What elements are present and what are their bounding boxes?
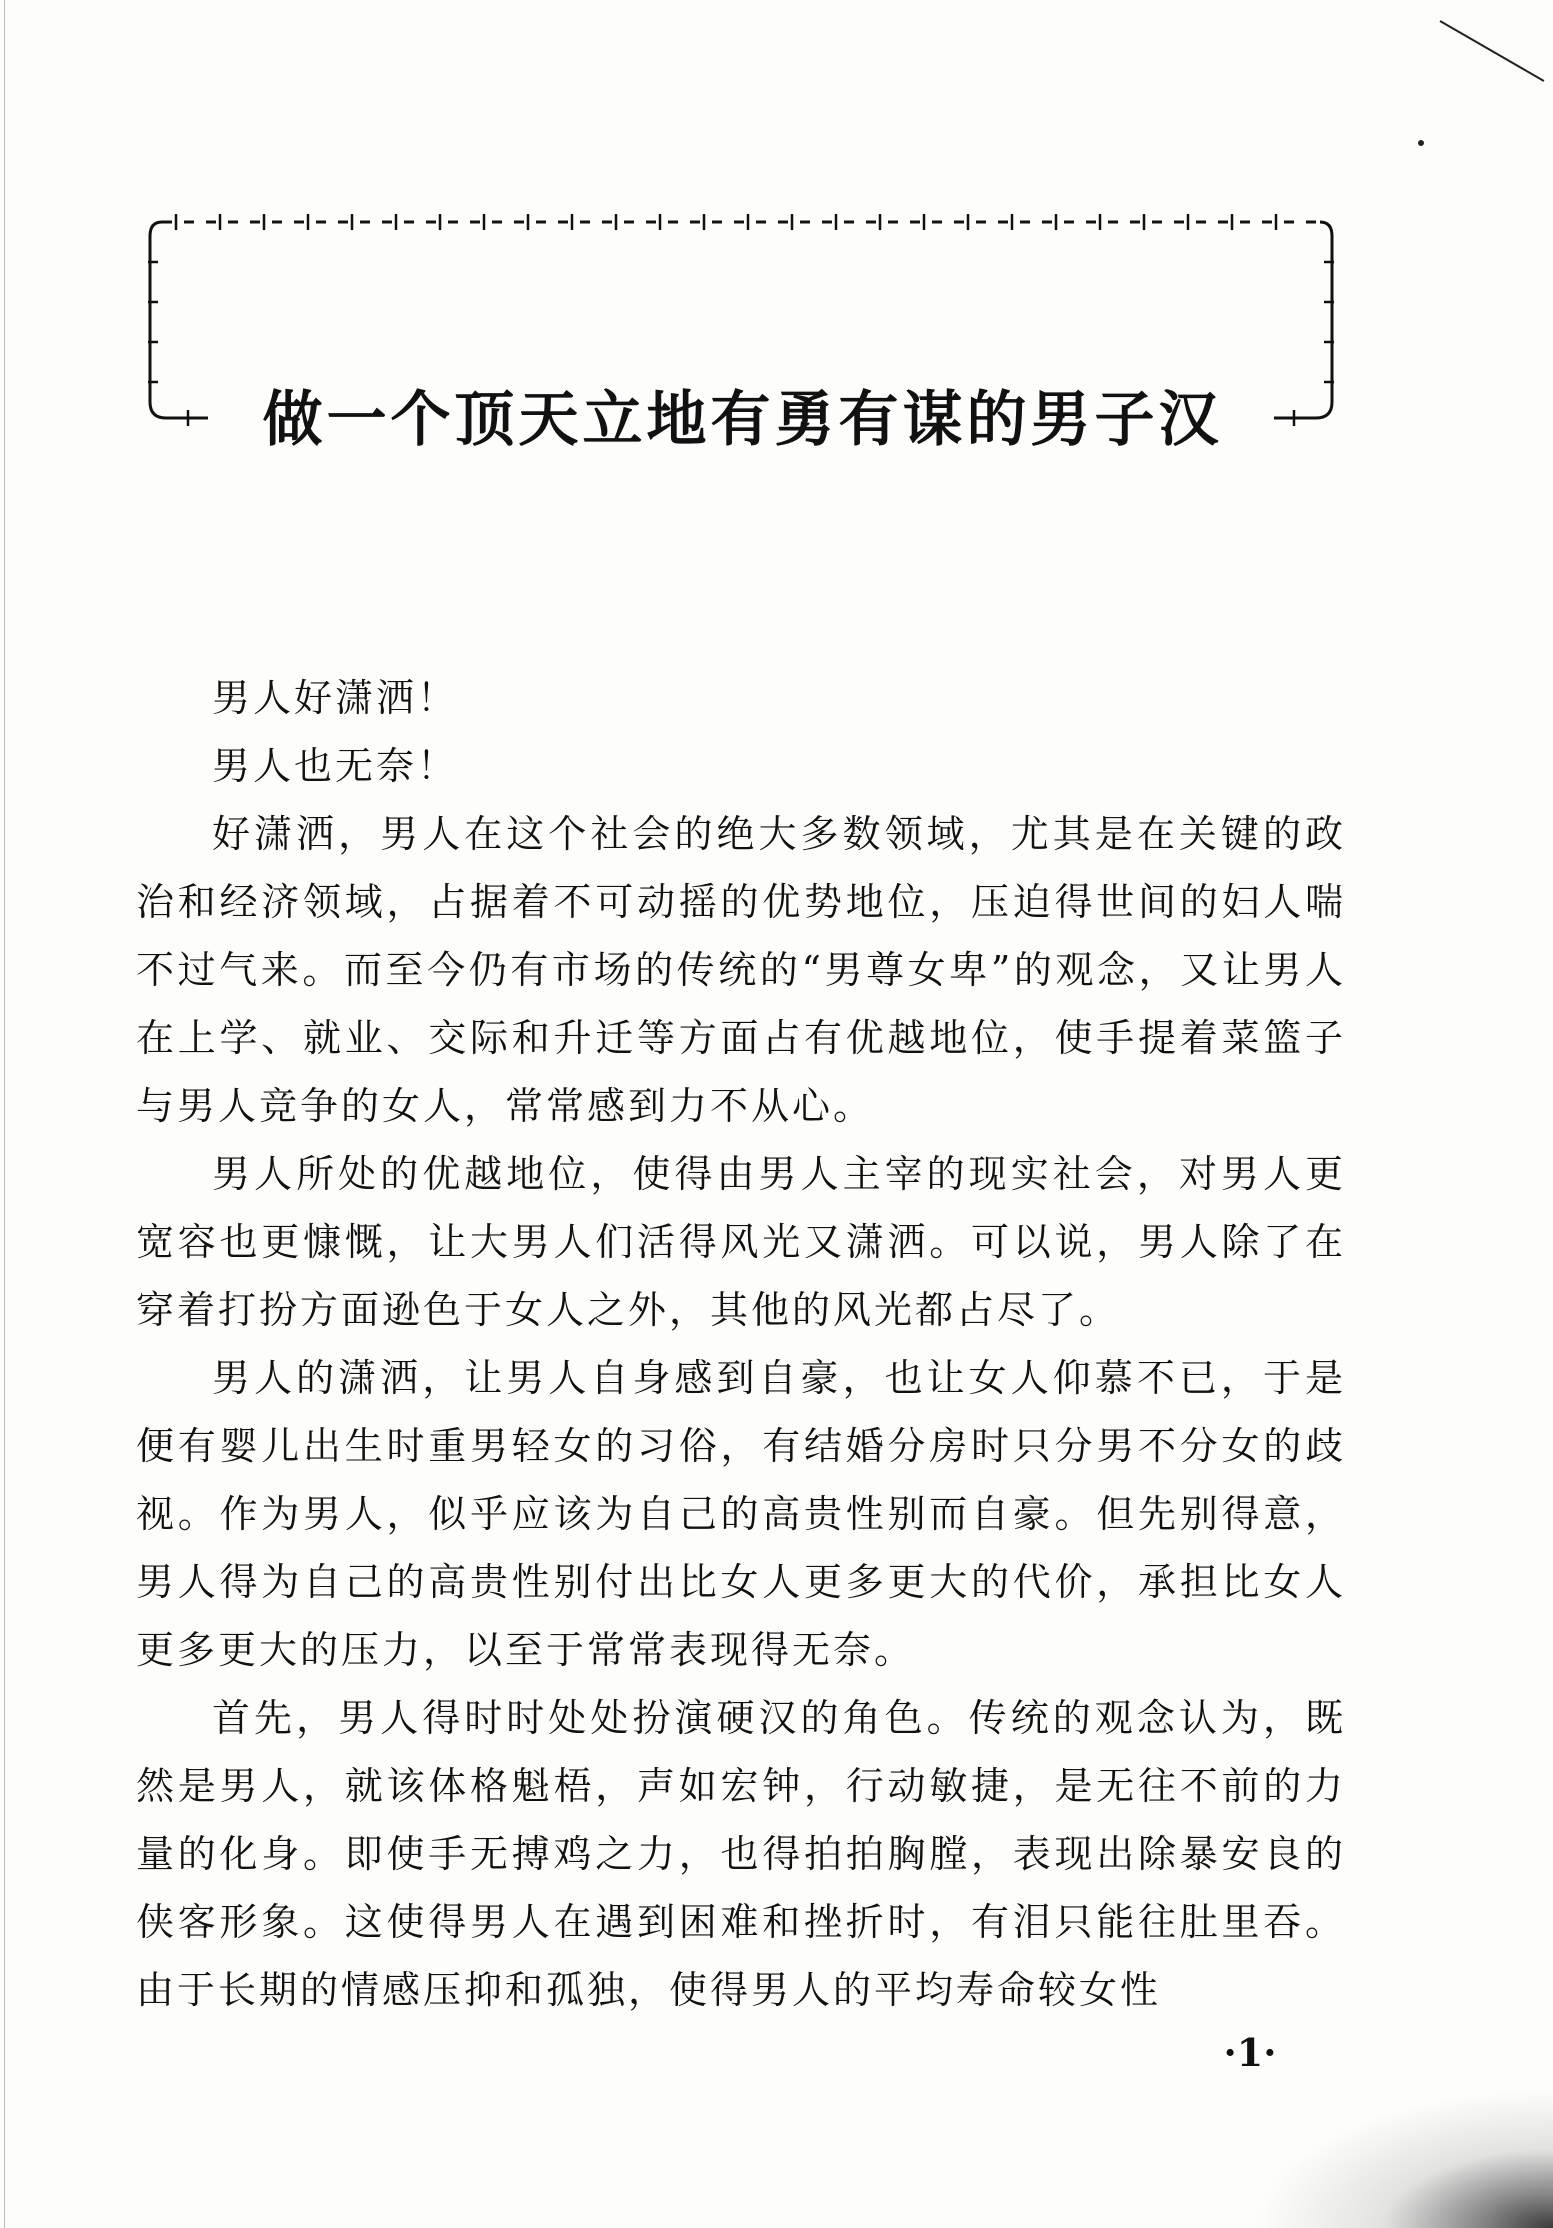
paragraph: 男人所处的优越地位，使得由男人主宰的现实社会，对男人更宽容也更慷慨，让大男人们活得风光又潇洒。可以说，男人除了在穿着打扮方面逊色于女人之外，其他的风光都占尽了。 (136, 1152, 1346, 1332)
page-fold-line (1440, 20, 1545, 82)
scan-speck (1418, 140, 1424, 146)
scan-corner-shadow (1253, 2088, 1553, 2228)
chapter-title: 做一个顶天立地有勇有谋的男子汉 (262, 385, 1223, 455)
paragraph: 男人好潇洒！ (212, 676, 459, 720)
paragraph: 男人的潇洒，让男人自身感到自豪，也让女人仰慕不已，于是便有婴儿出生时重男轻女的习俗，有结婚分房时只分男不分女的歧视。作为男人，似乎应该为自己的高贵性别而自豪。但先别得意，男人得为自己的高贵性别付出比女人更多更大的代价，承担比女人更多更大的压力，以至于常常表现得无奈。 (136, 1356, 1346, 1672)
scan-edge-line (4, 0, 5, 2228)
paragraph: 男人也无奈！ (212, 744, 459, 788)
paragraph: 好潇洒，男人在这个社会的绝大多数领域，尤其是在关键的政治和经济领域，占据着不可动摇的优势地位，压迫得世间的妇人喘不过气来。而至今仍有市场的传统的“男尊女卑”的观念，又让男人在上学、就业、交际和升迁等方面占有优越地位，使手提着菜篮子与男人竞争的女人，常常感到力不从心。 (136, 812, 1346, 1128)
paragraph: 首先，男人得时时处处扮演硬汉的角色。传统的观念认为，既然是男人，就该体格魁梧，声如宏钟，行动敏捷，是无往不前的力量的化身。即使手无搏鸡之力，也得拍拍胸膛，表现出除暴安良的侠客形象。这使得男人在遇到困难和挫折时，有泪只能往肚里吞。由于长期的情感压抑和孤独，使得男人的平均寿命较女性 (136, 1696, 1346, 2012)
body-text (136, 664, 1346, 2024)
page-number: ·1· (1223, 2030, 1277, 2075)
